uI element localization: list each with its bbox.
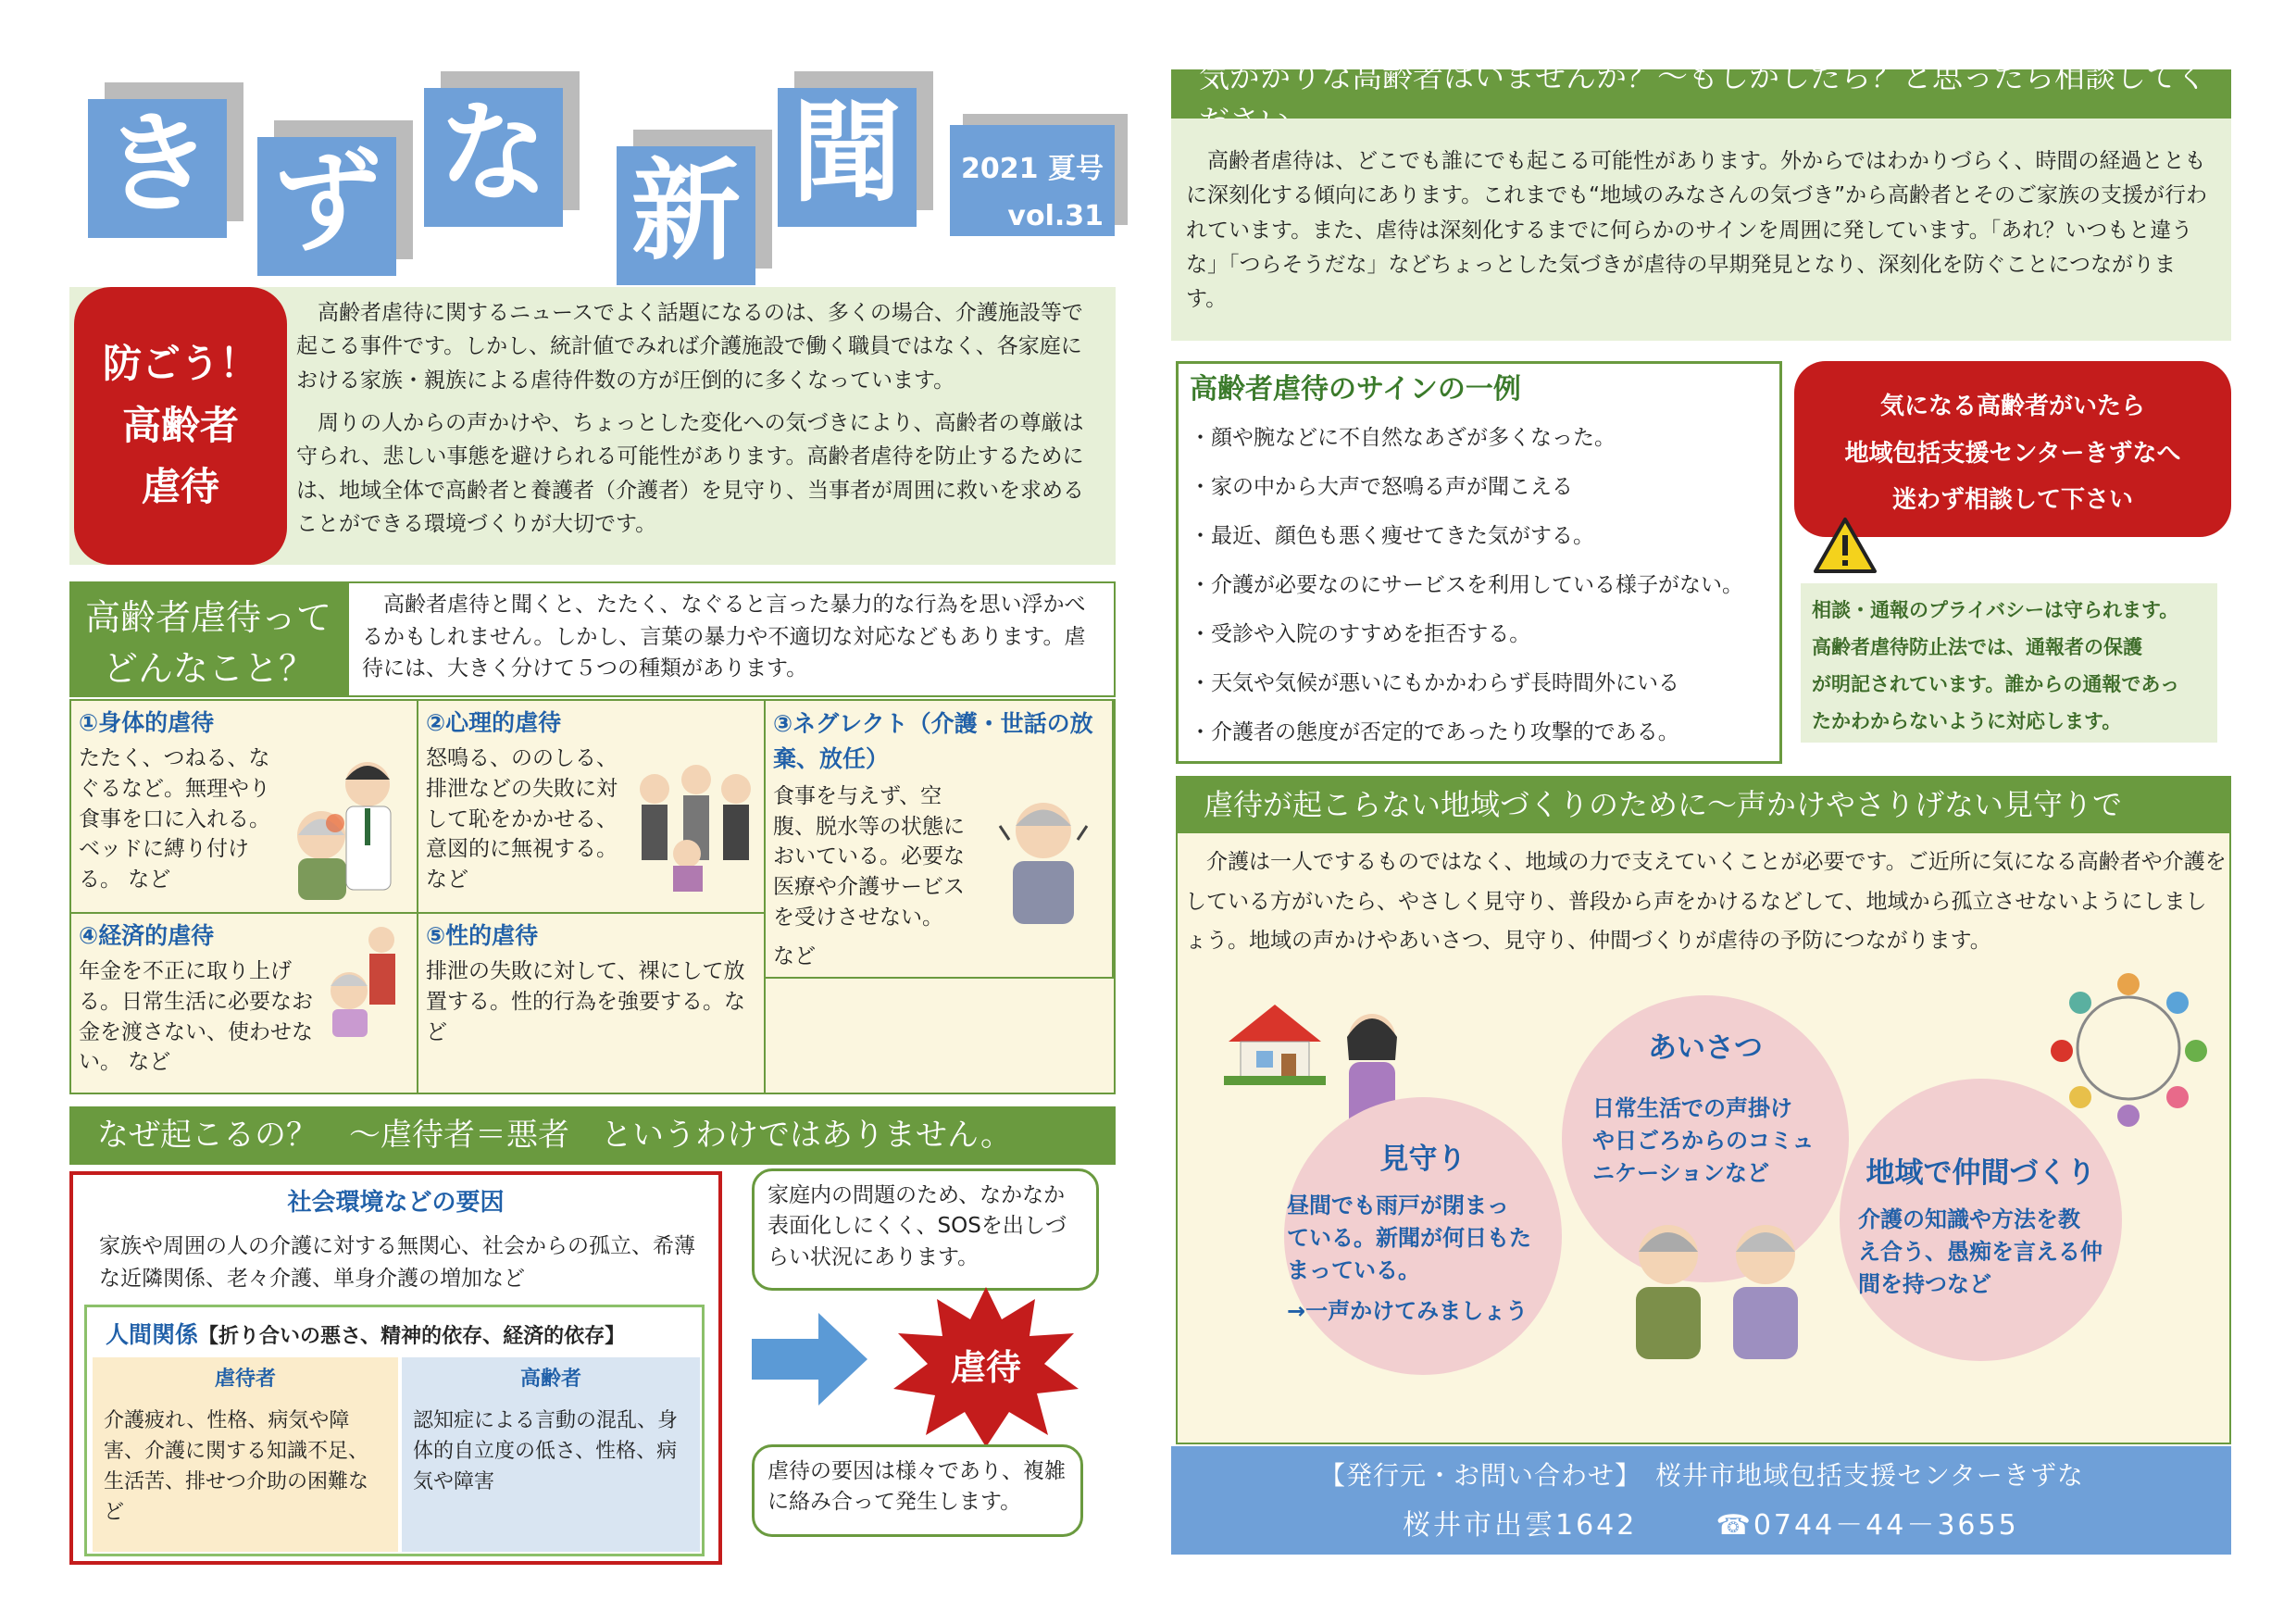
people-circle-illustration — [2048, 968, 2210, 1130]
type-sexual — [418, 914, 766, 1094]
nakama-heading: 地域で仲間づくり — [1866, 1156, 2096, 1190]
abuser-factors — [93, 1357, 398, 1552]
aisatsu-line-1: 日常生活での声掛け — [1592, 1095, 1792, 1121]
consult-line-2: 地域包括支援センターきずなへ — [1844, 439, 2181, 468]
whatis-heading-line-2: どんなこと？ — [102, 648, 314, 690]
consult-line-1: 気になる高齢者がいたら — [1879, 393, 2145, 420]
masthead-char-3: な — [424, 88, 563, 227]
masthead-char-2: ず — [257, 137, 396, 276]
abuser-text: 介護疲れ、性格、病気や障害、介護に関する知識不足、生活苦、排せつ介助の困難など — [104, 1408, 369, 1524]
consult-line-3: 迷わず相談して下さい — [1891, 486, 2133, 515]
type-psychological-title: ②心理的虐待 — [426, 709, 562, 736]
abuse-burst-label: 虐待 — [950, 1347, 1021, 1388]
elder-text: 認知症による言動の混乱、身体的自立度の低さ、性格、病気や障害 — [413, 1408, 679, 1493]
aisatsu-text — [1592, 1093, 1815, 1189]
sign-item: ・天気や気候が悪いにもかかわらず長時間外にいる — [1190, 670, 1679, 695]
type-neglect-title: ③ネグレクト（介護・世話の放棄、放任） — [773, 710, 1093, 772]
house-icon — [1224, 1000, 1326, 1088]
sign-item: ・介護者の態度が否定的であったり攻撃的である。 — [1190, 719, 1679, 744]
mimamori-line-2: ている。新聞が何日もた — [1287, 1224, 1531, 1251]
neglect-illustration — [992, 789, 1094, 928]
type-financial-title: ④経済的虐待 — [79, 922, 215, 949]
relationship-title — [106, 1318, 625, 1352]
complex-causes-bubble: 虐待の要因は様々であり、複雑に絡み合って発生します。 — [752, 1444, 1083, 1537]
type-financial — [71, 914, 418, 1094]
elders-greeting-illustration — [1613, 1213, 1826, 1361]
mimamori-line-1: 昼間でも雨戸が閉まっ — [1287, 1193, 1509, 1218]
concern-text: 高齢者虐待は、どこでも誰にでも起こる可能性があります。外からではわかりづらく、時間の経過とともに深刻化する傾向にあります。これまでも“地域のみなさんの気づき”から高齢者とそのご家族の支援が行われています。また、虐待は深刻化するまでに何らかのサインを周囲に発しています。「あれ？いつもと違うな」「つらそうだな」などちょっとした気づきが虐待の早期発見となり、深刻化を防ぐことにつながります。 — [1171, 119, 2231, 341]
type-sexual-text: 排泄の失敗に対して、裸にして放置する。性的行為を強要する。など — [426, 959, 745, 1044]
physical-abuse-illustration — [280, 747, 409, 905]
aisatsu-heading: あいさつ — [1648, 1031, 1763, 1065]
publisher-phone: ☎0744－44－3655 — [1716, 1509, 2019, 1542]
whatis-heading-line-1: 高齢者虐待って — [84, 597, 331, 638]
social-factors-text: 家族や周囲の人の介護に対する無関心、社会からの孤立、希薄な近隣関係、老々介護、単身介護の増加など — [99, 1234, 695, 1291]
consult-callout — [1794, 361, 2231, 537]
community-text: 介護は一人でするものではなく、地域の力で支えていくことが必要です。ご近所に気になる高齢者や介護をしている方がいたら、やさしく見守り、普段から声をかけるなどして、地域から孤立させないようにしましょう。地域の声かけやあいさつ、見守り、仲間づくりが虐待の予防につながります。 — [1185, 850, 2227, 954]
badge-line-1: 防ごう！ — [102, 341, 258, 387]
intro-paragraph-1: 高齢者虐待に関するニュースでよく話題になるのは、多くの場合、介護施設等で起こる事件です。しかし、統計値でみれば介護施設で働く職員ではなく、各家庭における家族・親族による虐待件数の方が圧倒的に多くなっています。 — [296, 301, 1083, 393]
badge-line-2: 高齢者 — [121, 402, 239, 448]
sign-item: ・最近、顔色も悪く痩せてきた気がする。 — [1190, 523, 1594, 548]
arrow-right-icon — [752, 1313, 867, 1405]
mimamori-heading: 見守り — [1379, 1143, 1466, 1176]
psychological-abuse-illustration — [627, 747, 756, 895]
mimamori-line-3: まっている。 — [1287, 1256, 1420, 1283]
mimamori-note: →一声かけてみましょう — [1287, 1298, 1529, 1325]
aisatsu-line-2: や日ごろからのコミュ — [1592, 1127, 1815, 1154]
elder-heading: 高齢者 — [519, 1368, 581, 1391]
type-psychological-text: 怒鳴る、ののしる、排泄などの失敗に対して恥をかかせる、意図的に無視する。 など — [426, 746, 618, 892]
type-physical-title: ①身体的虐待 — [79, 709, 215, 736]
type-neglect — [766, 701, 1114, 979]
issue-label — [950, 125, 1115, 236]
abuse-signs-title: 高齢者虐待のサインの一例 — [1190, 373, 1521, 406]
social-factors-box — [69, 1171, 722, 1565]
prevent-abuse-badge — [74, 287, 287, 565]
social-factors-title: 社会環境などの要因 — [287, 1189, 505, 1217]
masthead-char-5: 聞 — [778, 88, 917, 227]
relationship-heading: 人間関係 — [106, 1321, 199, 1348]
privacy-line-3: が明記されています。誰からの通報であっ — [1812, 672, 2180, 695]
aisatsu-line-3: ニケーションなど — [1592, 1159, 1770, 1186]
publisher-footer — [1171, 1446, 2231, 1555]
abuse-types-grid — [69, 699, 1116, 1094]
privacy-line-1: 相談・通報のプライバシーは守られます。 — [1812, 599, 2179, 621]
elder-factors — [402, 1357, 700, 1552]
type-financial-text: 年金を不正に取り上げる。日常生活に必要なお金を渡さない、使わせない。 など — [79, 959, 313, 1075]
warning-icon — [1813, 517, 1878, 574]
community-band: 虐待が起こらない地域づくりのために～声かけやさりげない見守りで — [1176, 776, 2231, 834]
intro-text — [296, 296, 1102, 550]
sign-item: ・家の中から大声で怒鳴る声が聞こえる — [1190, 474, 1573, 499]
type-sexual-title: ⑤性的虐待 — [426, 922, 539, 949]
contact-line — [1403, 1505, 2019, 1546]
masthead-char-4: 新 — [617, 146, 755, 285]
financial-abuse-illustration — [321, 921, 409, 1042]
privacy-line-4: たかわからないように対応します。 — [1812, 709, 2122, 732]
why-band: なぜ起こるの？ ～虐待者＝悪者 というわけではありません。 — [69, 1106, 1116, 1165]
badge-line-3: 虐待 — [141, 464, 219, 510]
type-neglect-text: 食事を与えず、空腹、脱水等の状態においている。必要な医療や介護サービスを受けさせない。 — [773, 784, 965, 930]
nakama-line-3: 間を持つなど — [1858, 1270, 1991, 1297]
privacy-note — [1801, 583, 2217, 743]
type-physical-text: たたく、つねる、なぐるなど。無理やり食事を口に入れる。ベッドに縛り付ける。 など — [79, 746, 270, 892]
nakama-text — [1858, 1204, 2103, 1300]
nakama-line-2: え合う、愚痴を言える仲 — [1858, 1238, 2103, 1265]
issue-year: 2021 夏号 — [961, 153, 1104, 185]
whatis-heading — [69, 581, 347, 697]
intro-paragraph-2: 周りの人からの声かけや、ちょっとした変化への気づきにより、高齢者の尊厳は守られ、悲しい事態を避けられる可能性があります。高齢者虐待を防止するためには、地域全体で高齢者と養護者（介護者）を見守り、当事者が周囲に救いを求めることができる環境づくりが大切です。 — [296, 410, 1084, 536]
issue-vol: vol.31 — [1007, 200, 1104, 232]
privacy-line-2: 高齢者虐待防止法では、通報者の保護 — [1812, 635, 2142, 658]
type-neglect-extra: など — [773, 944, 816, 969]
sign-item: ・介護が必要なのにサービスを利用している様子がない。 — [1190, 572, 1743, 597]
relationship-box — [84, 1305, 705, 1556]
type-physical — [71, 701, 418, 914]
relationship-subtitle: 【折り合いの悪さ、精神的依存、経済的依存】 — [198, 1325, 626, 1348]
nakama-line-1: 介護の知識や方法を教 — [1858, 1206, 2080, 1232]
masthead-char-1: き — [88, 99, 227, 238]
publisher-address: 桜井市出雲1642 — [1403, 1509, 1638, 1542]
mimamori-text — [1287, 1190, 1531, 1328]
hidden-problem-bubble: 家庭内の問題のため、なかなか表面化しにくく、SOSを出しづらい状況にあります。 — [752, 1168, 1099, 1291]
sign-item: ・顔や腕などに不自然なあざが多くなった。 — [1190, 425, 1616, 450]
publisher-line: 【発行元・お問い合わせ】 桜井市地域包括支援センターきずな — [1319, 1460, 2084, 1491]
community-panel — [1176, 831, 2231, 1444]
type-psychological — [418, 701, 766, 914]
abuser-heading: 虐待者 — [214, 1368, 276, 1391]
sign-item: ・受診や入院のすすめを拒否する。 — [1190, 621, 1531, 646]
whatis-text: 高齢者虐待と聞くと、たたく、なぐると言った暴力的な行為を思い浮かべるかもしれません。しかし、言葉の暴力や不適切な対応などもあります。虐待には、大きく分けて５つの種類があります。 — [347, 581, 1116, 697]
concern-band: 気がかりな高齢者はいませんか？～もしかしたら？と思ったら相談してく — [1171, 69, 2231, 128]
abuse-signs-box — [1176, 361, 1782, 764]
